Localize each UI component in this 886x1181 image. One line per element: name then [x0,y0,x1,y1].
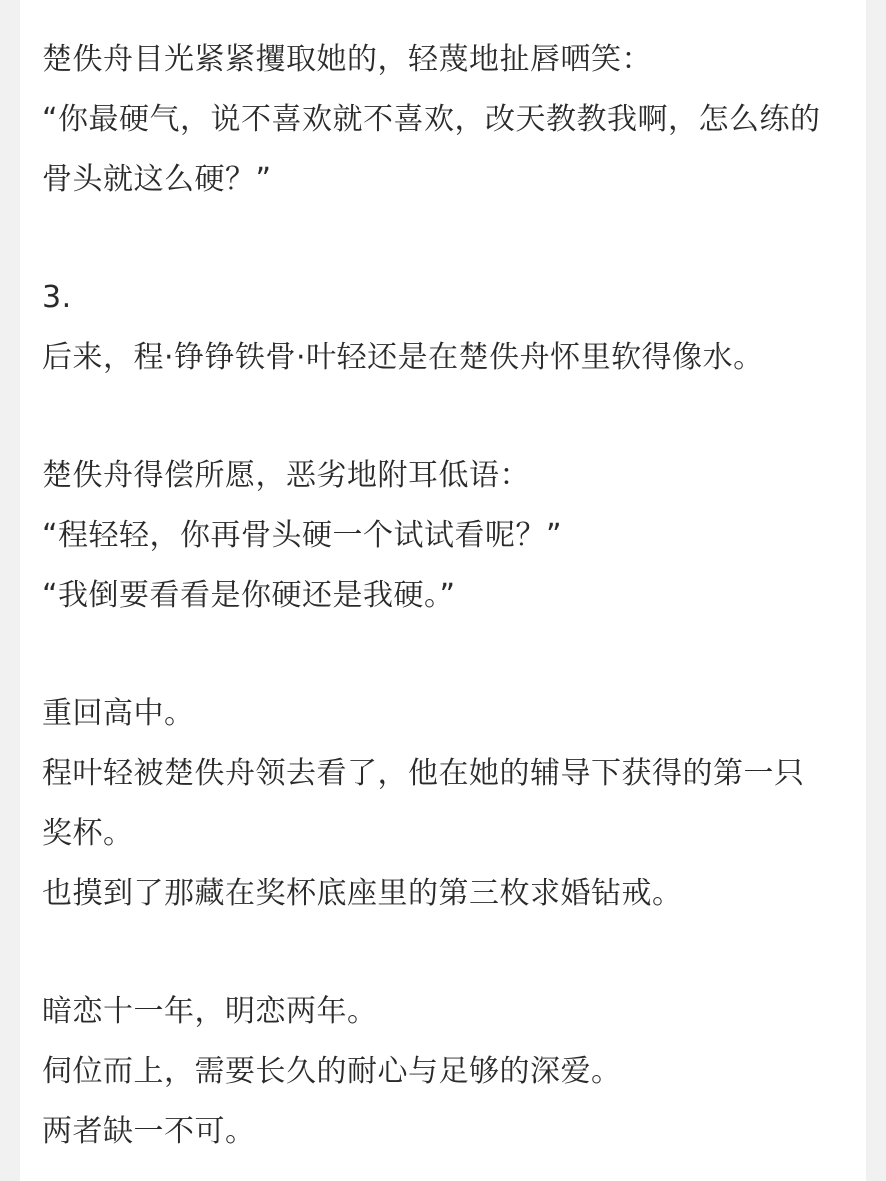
paragraph [42,982,858,1162]
paragraph-gap [42,924,858,982]
text-line: “程轻轻，你再骨头硬一个试试看呢？” [42,518,563,553]
text-line: “我倒要看看是你硬还是我硬。” [42,578,456,613]
paragraph [42,268,858,388]
text-line: 重回高中。 [42,696,195,731]
paragraph [42,684,858,924]
document-page [20,0,866,1181]
text-line: 奖杯。 [42,816,134,851]
text-line: 也摸到了那藏在奖杯底座里的第三枚求婚钻戒。 [42,876,683,911]
paragraph-gap [42,210,858,268]
text-line: 程叶轻被楚佚舟领去看了，他在她的辅导下获得的第一只 [42,756,805,791]
text-line: 伺位而上，需要长久的耐心与足够的深爱。 [42,1054,622,1089]
paragraph-gap [42,388,858,446]
paragraph-gap [42,626,858,684]
text-line: 骨头就这么硬？” [42,162,272,197]
document-body [42,30,858,1162]
section-number: 3. [42,280,72,315]
paragraph [42,30,858,210]
text-line: 后来，程·铮铮铁骨·叶轻还是在楚佚舟怀里软得像水。 [42,340,764,375]
text-line: 楚佚舟目光紧紧攫取她的，轻蔑地扯唇哂笑： [42,42,652,77]
text-line: 楚佚舟得偿所愿，恶劣地附耳低语： [42,458,530,493]
text-line: “你最硬气，说不喜欢就不喜欢，改天教教我啊，怎么练的 [42,102,821,137]
text-line: 暗恋十一年，明恋两年。 [42,994,378,1029]
paragraph [42,446,858,626]
text-line: 两者缺一不可。 [42,1114,256,1149]
